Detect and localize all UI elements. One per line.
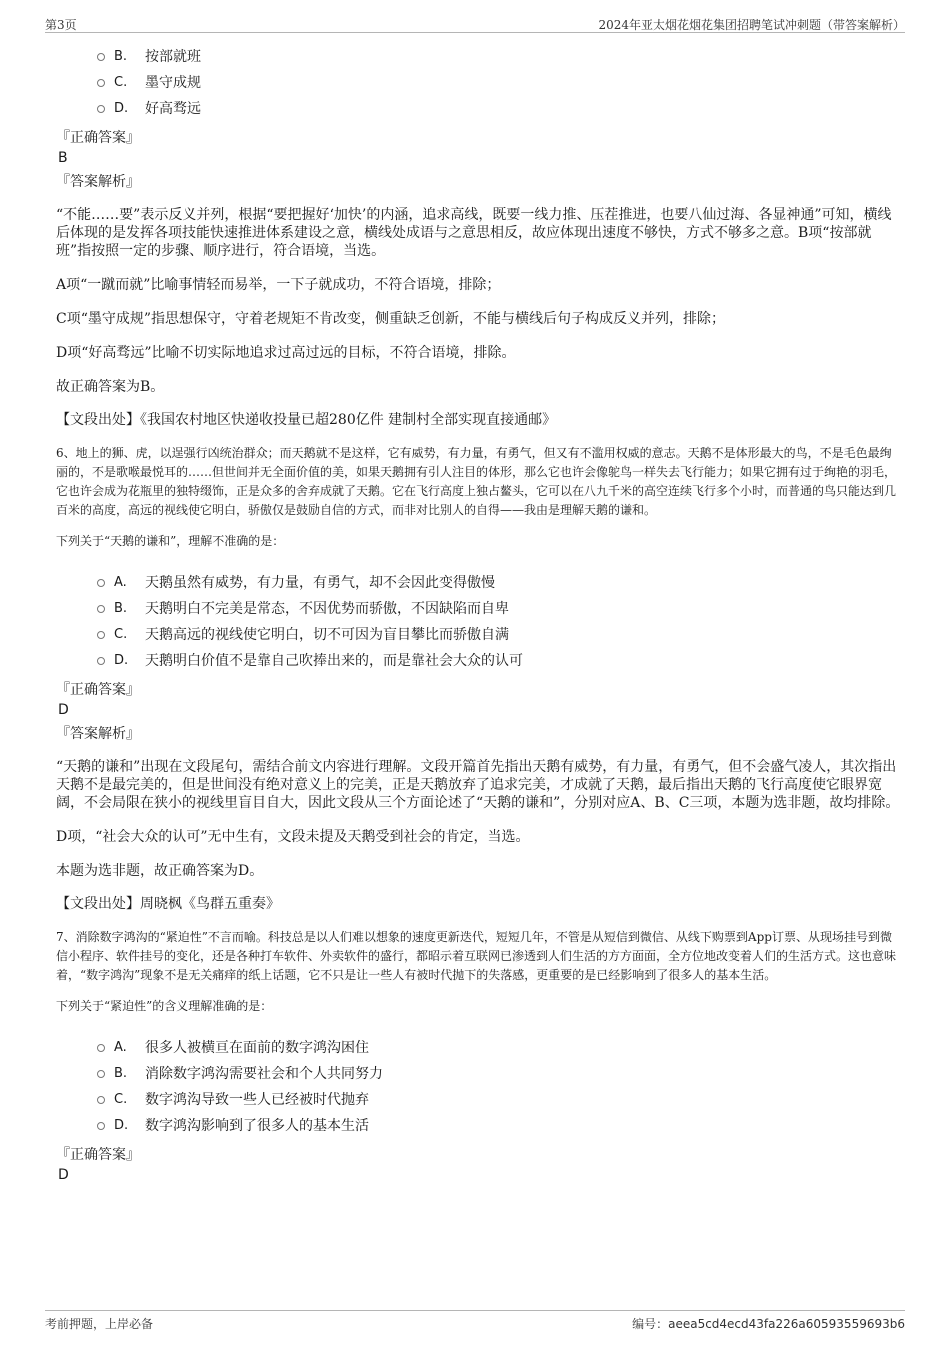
q5-analysis-label: 『答案解析』: [56, 174, 140, 190]
page-footer: [45, 1310, 905, 1331]
q7-option-c[interactable]: C. 数字鸿沟导致一些人已经被时代抛弃: [56, 1087, 902, 1113]
q5-option-b[interactable]: B. 按部就班: [56, 44, 902, 70]
radio-icon[interactable]: [97, 1096, 105, 1104]
radio-icon[interactable]: [97, 1122, 105, 1130]
q6-option-c[interactable]: C. 天鹅高远的视线使它明白，切不可因为盲目攀比而骄傲自满: [56, 622, 902, 648]
radio-icon[interactable]: [97, 105, 105, 113]
q5-analysis-para: “不能……要”表示反义并列，根据“要把握好‘加快’的内涵，追求高线，既要一线力推、压茬推进，也要八仙过海、各显神通”可知，横线后体现的是发挥各项技能快速推进体系建设之意，横线处成语与之意思相反，故应体现出速度不够快，方式不够多之意。B项“按部就班”指按照一定的步骤、顺序进行，符合语境，当选。: [56, 207, 892, 259]
q6-options: [56, 570, 902, 674]
q5-analysis-para: C项“墨守成规”指思想保守，守着老规矩不肯改变，侧重缺乏创新，不能与横线后句子构成反义并列，排除；: [56, 311, 726, 327]
q6-option-b[interactable]: B. 天鹅明白不完美是常态，不因优势而骄傲，不因缺陷而自卑: [56, 596, 902, 622]
q5-option-c[interactable]: C. 墨守成规: [56, 70, 902, 96]
q7-answer-label: 『正确答案』: [56, 1147, 140, 1163]
radio-icon[interactable]: [97, 657, 105, 665]
q7-stem: 下列关于“紧迫性”的含义理解准确的是：: [56, 999, 273, 1013]
q7-option-a[interactable]: A. 很多人被横亘在面前的数字鸿沟困住: [56, 1035, 902, 1061]
q6-stem: 下列关于“天鹅的谦和”，理解不准确的是：: [56, 534, 285, 548]
q6-source: 【文段出处】周晓枫《鸟群五重奏》: [56, 896, 280, 912]
q6-passage: 6、地上的狮、虎，以逞强行凶统治群众；而天鹅就不是这样，它有威势，有力量，有勇气，但又有不滥用权威的意志。天鹅不是体形最大的鸟，不是毛色最绚丽的，不是歌喉最悦耳的……但世间并无全面价值的美，如果天鹅拥有引人注目的体形，那么它也许会像鸵鸟一样失去飞行能力；如果它拥有过于绚艳的羽毛，它也许会成为花瓶里的独特缀饰，正是众多的舍弃成就了天鹅。它在飞行高度上独占鳌头，它可以在八九千米的高空连续飞行多个小时，而普通的鸟只能达到几百米的高度，高远的视线使它明白，骄傲仅是鼓励自信的方式，而非对比别人的自得——我由是理解天鹅的谦和。: [56, 446, 897, 517]
radio-icon[interactable]: [97, 53, 105, 61]
radio-icon[interactable]: [97, 605, 105, 613]
footer-code: [632, 1315, 905, 1332]
radio-icon[interactable]: [97, 631, 105, 639]
q5-analysis-para: D项“好高骛远”比喻不切实际地追求过高过远的目标，不符合语境，排除。: [56, 345, 516, 361]
q7-option-d[interactable]: D. 数字鸿沟影响到了很多人的基本生活: [56, 1113, 902, 1139]
footer-code-value: aeea5cd4ecd43fa226a60593559693b6: [668, 1317, 905, 1331]
radio-icon[interactable]: [97, 79, 105, 87]
page-header: [45, 14, 905, 33]
q6-analysis-para: 本题为选非题，故正确答案为D。: [56, 863, 264, 879]
q6-answer: D: [58, 702, 69, 718]
q7-answer: D: [58, 1167, 69, 1183]
q5-answer: B: [58, 150, 68, 166]
q6-analysis-para: D项，“社会大众的认可”无中生有，文段未提及天鹅受到社会的肯定，当选。: [56, 829, 530, 845]
q7-passage: 7、消除数字鸿沟的“紧迫性”不言而喻。科技总是以人们难以想象的速度更新迭代，短短几年，不管是从短信到微信、从线下购票到App订票、从现场挂号到微信小程序、软件挂号的变化，还是各种打车软件、外卖软件的盛行，都昭示着互联网已渗透到人们生活的方方面面，全方位地改变着人们的生活方式。这也意味着，“数字鸿沟”现象不是无关痛痒的纸上话题，它不只是让一些人有被时代抛下的失落感，更重要的是已经影响到了很多人的基本生活。: [56, 930, 897, 982]
q5-options: [56, 44, 902, 122]
q6-answer-label: 『正确答案』: [56, 682, 140, 698]
q6-option-a[interactable]: A. 天鹅虽然有威势，有力量，有勇气，却不会因此变得傲慢: [56, 570, 902, 596]
q5-source: 【文段出处】《我国农村地区快递收投量已超280亿件 建制村全部实现直接通邮》: [56, 412, 557, 428]
radio-icon[interactable]: [97, 1070, 105, 1078]
q6-option-d[interactable]: D. 天鹅明白价值不是靠自己吹捧出来的，而是靠社会大众的认可: [56, 648, 902, 674]
q7-option-b[interactable]: B. 消除数字鸿沟需要社会和个人共同努力: [56, 1061, 902, 1087]
radio-icon[interactable]: [97, 1044, 105, 1052]
q5-analysis-para: A项“一蹴而就”比喻事情轻而易举，一下子就成功，不符合语境，排除；: [56, 277, 501, 293]
footer-code-label: 编号：: [632, 1317, 669, 1331]
page-number: 第3页: [45, 18, 77, 32]
q5-option-d[interactable]: D. 好高骛远: [56, 96, 902, 122]
page-content: [56, 44, 902, 1185]
q5-analysis-para: 故正确答案为B。: [56, 379, 165, 395]
document-title: 2024年亚太烟花烟花集团招聘笔试冲刺题（带答案解析）: [598, 18, 905, 32]
q7-options: [56, 1035, 902, 1139]
q5-answer-label: 『正确答案』: [56, 130, 140, 146]
q6-analysis-para: “天鹅的谦和”出现在文段尾句，需结合前文内容进行理解。文段开篇首先指出天鹅有威势，有力量，有勇气，但不会盛气凌人，其次指出天鹅不是最完美的，但是世间没有绝对意义上的完美，正是天鹅放弃了追求完美，才成就了天鹅，最后指出天鹅的飞行高度使它眼界宽阔，不会局限在狭小的视线里盲目自大，因此文段从三个方面论述了“天鹅的谦和”，分别对应A、B、C三项，本题为选非题，故均排除。: [56, 759, 900, 811]
radio-icon[interactable]: [97, 579, 105, 587]
q6-analysis-label: 『答案解析』: [56, 726, 140, 742]
footer-slogan: 考前押题，上岸必备: [45, 1317, 154, 1331]
